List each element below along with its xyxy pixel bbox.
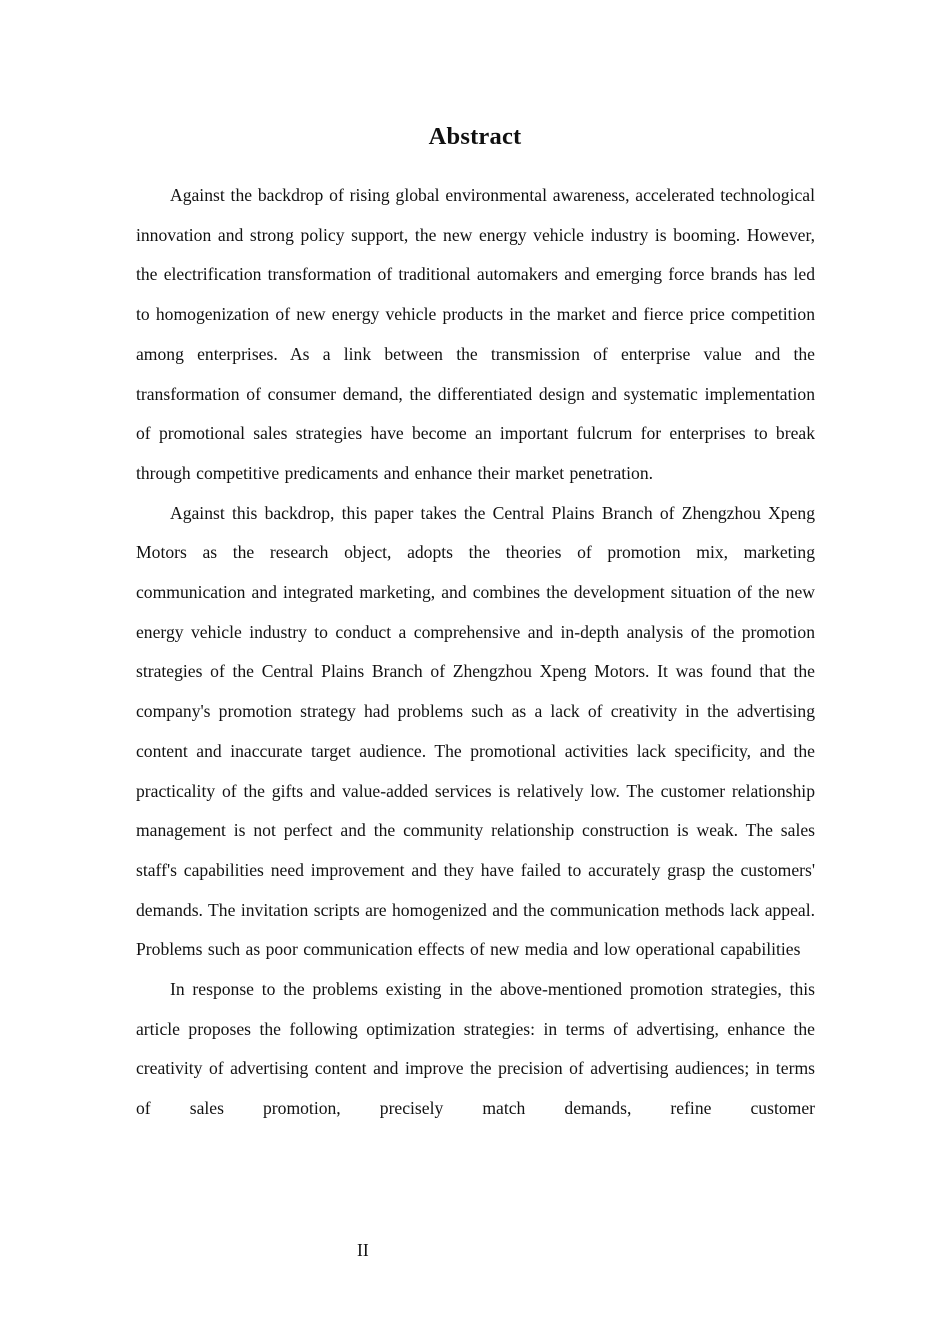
paragraph-1: Against the backdrop of rising global environmental awareness, accelerated technological innovation and strong policy support, the new energy vehicle industry is booming. However, the electrification transformation of traditional automakers and emerging force brands has led to homogenization of new energy vehicle products in the market and fierce price competition among enterprises. As a link between the transmission of enterprise value and the transformation of consumer demand, the differentiated design and systematic implementation of promotional sales strategies have become an important fulcrum for enterprises to break through competitive predicaments and enhance their market penetration. (136, 185, 815, 483)
paragraph-2: Against this backdrop, this paper takes the Central Plains Branch of Zhengzhou Xpeng Motors as the research object, adopts the theories of promotion mix, marketing communication and integrated marketing, and combines the development situation of the new energy vehicle industry to conduct a comprehensive and in-depth analysis of the promotion strategies of the Central Plains Branch of Zhengzhou Xpeng Motors. It was found that the company's promotion strategy had problems such as a lack of creativity in the advertising content and inaccurate target audience. The promotional activities lack specificity, and the practicality of the gifts and value-added services is relatively low. The customer relationship management is not perfect and the community relationship construction is weak. The sales staff's capabilities need improvement and they have failed to accurately grasp the customers' demands. The invitation scripts are homogenized and the communication methods lack appeal. Problems such as poor communication effects of new media and low operational capabilities (136, 502, 815, 960)
page-title: Abstract (428, 123, 522, 150)
paragraph-3: In response to the problems existing in the above-mentioned promotion strategies, this article proposes the following optimization strategies: in terms of advertising, enhance the creativity of advertising content and improve the precision of advertising audiences; in terms of sales promotion, precisely match demands, refine customer (136, 979, 815, 1119)
abstract-body (0, 176, 950, 1129)
page-number: II (357, 1240, 369, 1260)
